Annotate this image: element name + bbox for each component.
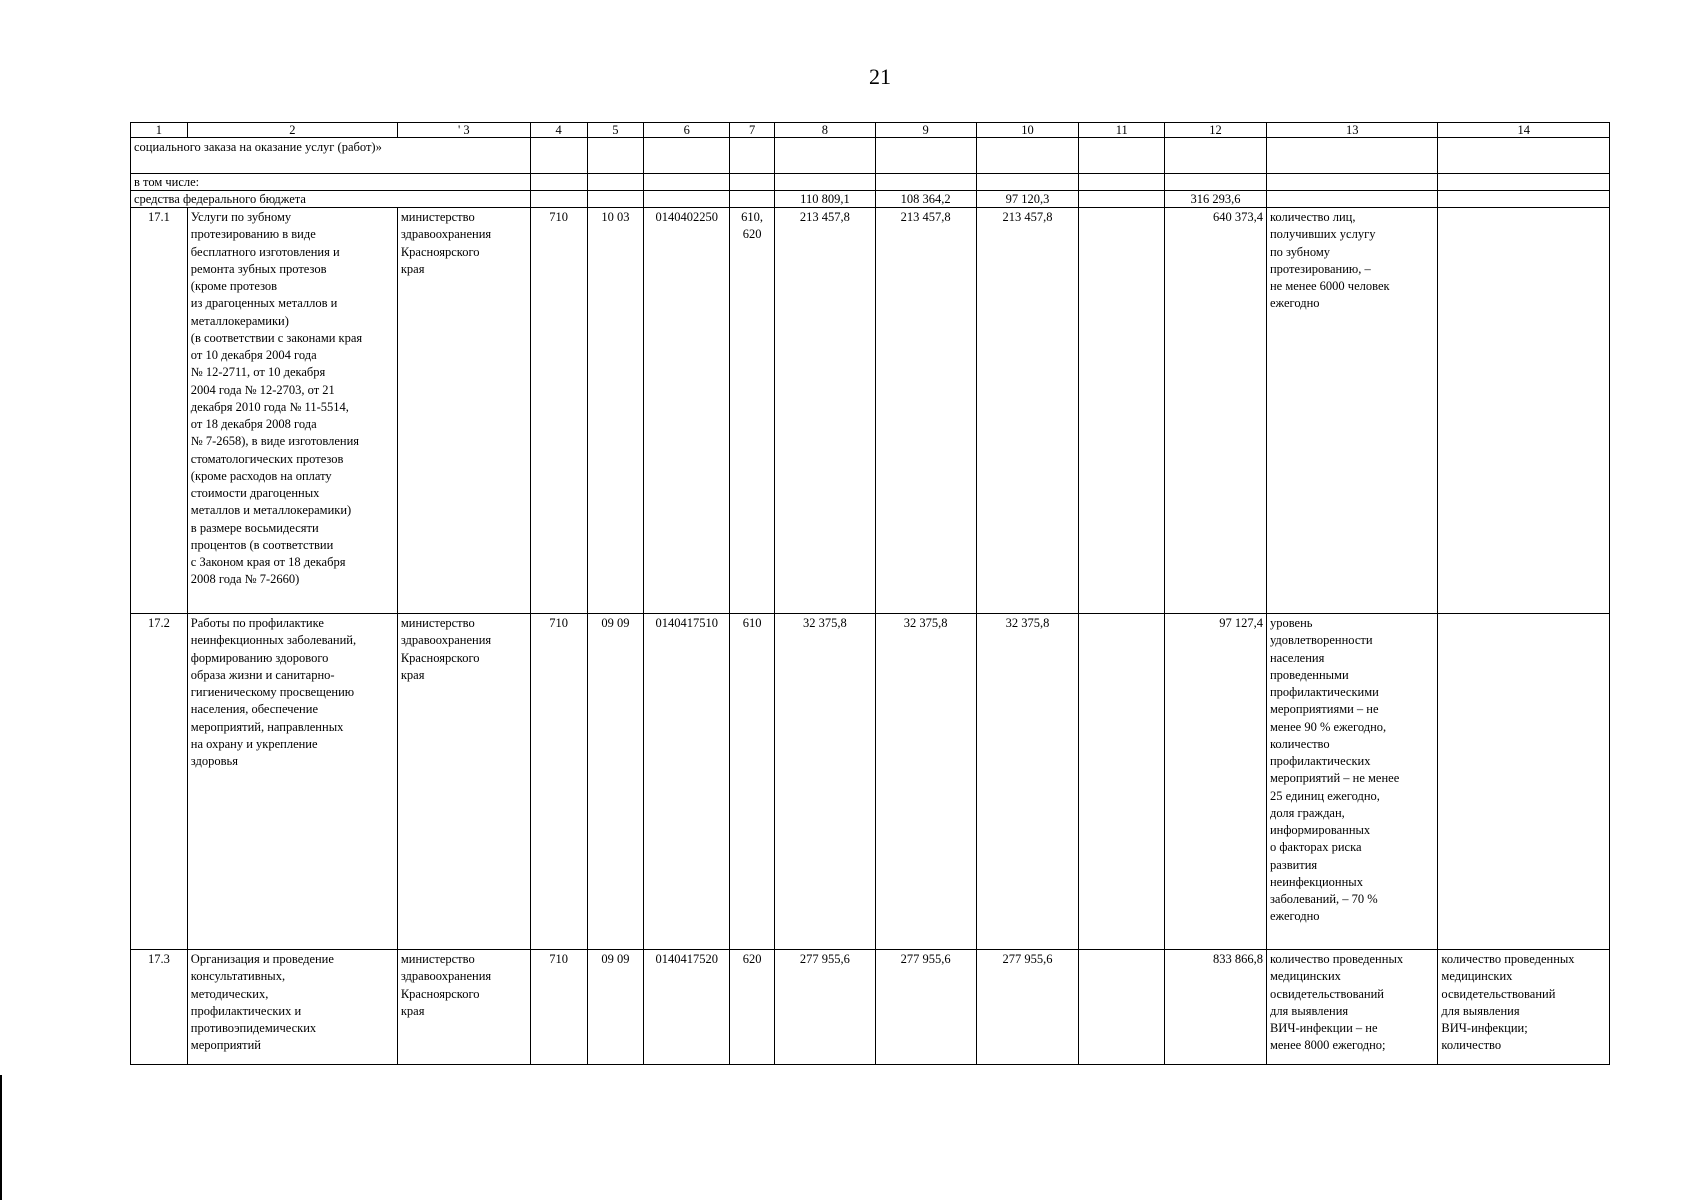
table-row [131, 950, 1610, 1065]
row-col-8: 277 955,6 [775, 950, 876, 1065]
row-col-9: 213 457,8 [875, 208, 976, 614]
row-col-10: 277 955,6 [976, 950, 1079, 1065]
col-header-7: 7 [730, 123, 775, 138]
row-number: 17.3 [131, 950, 188, 1065]
row-name: Организация и проведение консультативных, методических, профилактических и противоэпидемических мероприятий [187, 950, 397, 1065]
row-col-14 [1438, 208, 1610, 614]
row-name: Услуги по зубному протезированию в виде бесплатного изготовления и ремонта зубных протезов (кроме протезов из драгоценных металлов и металлокерамики) (в соответствии с законами края от 10 декабря 2004 года № 12-2711, от 10 декабря 2004 года № 12-2703, от 21 декабря 2010 года № 11-5514, от 18 декабря 2008 года № 7-2658), в виде изготовления стоматологических протезов (кроме расходов на оплату стоимости драгоценных металлов и металлокерамики) в размере восьмидесяти процентов (в соответствии с Законом края от 18 декабря 2008 года № 7-2660) [187, 208, 397, 614]
row-col-14 [1438, 614, 1610, 950]
federal-year-2: 108 364,2 [875, 191, 976, 208]
row-organization: министерство здравоохранения Красноярского края [397, 614, 530, 950]
row-col-9: 277 955,6 [875, 950, 976, 1065]
col-header-12: 12 [1165, 123, 1267, 138]
row-col-7: 610, 620 [730, 208, 775, 614]
page-number: 21 [869, 64, 891, 89]
row-col-8: 32 375,8 [775, 614, 876, 950]
row-col-10: 32 375,8 [976, 614, 1079, 950]
federal-year-1: 110 809,1 [775, 191, 876, 208]
federal-year-3: 97 120,3 [976, 191, 1079, 208]
col-header-10: 10 [976, 123, 1079, 138]
col-header-9: 9 [875, 123, 976, 138]
row-col-12: 97 127,4 [1165, 614, 1267, 950]
federal-total: 316 293,6 [1165, 191, 1267, 208]
row-col-6: 0140402250 [644, 208, 730, 614]
social-order-row [131, 138, 1610, 174]
row-col-5: 10 03 [587, 208, 644, 614]
col-header-2: 2 [187, 123, 397, 138]
col-header-11: 11 [1079, 123, 1165, 138]
row-col-13: количество лиц, получивших услугу по зубному протезированию, – не менее 6000 человек ежегодно [1266, 208, 1437, 614]
col-header-1: 1 [131, 123, 188, 138]
row-col-11 [1079, 208, 1165, 614]
col-header-3: ' 3 [397, 123, 530, 138]
row-col-5: 09 09 [587, 614, 644, 950]
row-col-14: количество проведенных медицинских освидетельствований для выявления ВИЧ-инфекции; количество [1438, 950, 1610, 1065]
scan-edge-mark [0, 1075, 2, 1200]
row-col-11 [1079, 950, 1165, 1065]
budget-table [130, 122, 1610, 1065]
row-col-10: 213 457,8 [976, 208, 1079, 614]
col-header-13: 13 [1266, 123, 1437, 138]
row-name: Работы по профилактике неинфекционных заболеваний, формированию здорового образа жизни и санитарно- гигиеническому просвещению населения, обеспечение мероприятий, направленных на охрану и укрепление здоровья [187, 614, 397, 950]
col-header-6: 6 [644, 123, 730, 138]
table-row [131, 208, 1610, 614]
social-order-label: социального заказа на оказание услуг (работ)» [131, 138, 531, 174]
row-organization: министерство здравоохранения Красноярского края [397, 208, 530, 614]
row-number: 17.2 [131, 614, 188, 950]
row-col-4: 710 [530, 614, 587, 950]
col-header-14: 14 [1438, 123, 1610, 138]
col-header-4: 4 [530, 123, 587, 138]
row-organization: министерство здравоохранения Красноярского края [397, 950, 530, 1065]
row-col-9: 32 375,8 [875, 614, 976, 950]
col-header-5: 5 [587, 123, 644, 138]
table-row [131, 614, 1610, 950]
including-label: в том числе: [131, 174, 531, 191]
row-col-7: 610 [730, 614, 775, 950]
row-col-12: 640 373,4 [1165, 208, 1267, 614]
federal-budget-row [131, 191, 1610, 208]
row-col-7: 620 [730, 950, 775, 1065]
row-number: 17.1 [131, 208, 188, 614]
row-col-12: 833 866,8 [1165, 950, 1267, 1065]
row-col-13: уровень удовлетворенности населения проведенными профилактическими мероприятиями – не менее 90 % ежегодно, количество профилактических мероприятий – не менее 25 единиц ежегодно, доля граждан, информированных о факторах риска развития неинфекционных заболеваний, – 70 % ежегодно [1266, 614, 1437, 950]
including-row [131, 174, 1610, 191]
row-col-13: количество проведенных медицинских освидетельствований для выявления ВИЧ-инфекции – не менее 8000 ежегодно; [1266, 950, 1437, 1065]
federal-budget-label: средства федерального бюджета [131, 191, 531, 208]
row-col-11 [1079, 614, 1165, 950]
row-col-5: 09 09 [587, 950, 644, 1065]
row-col-4: 710 [530, 208, 587, 614]
row-col-6: 0140417510 [644, 614, 730, 950]
row-col-6: 0140417520 [644, 950, 730, 1065]
row-col-8: 213 457,8 [775, 208, 876, 614]
col-header-8: 8 [775, 123, 876, 138]
row-col-4: 710 [530, 950, 587, 1065]
column-number-row [131, 123, 1610, 138]
